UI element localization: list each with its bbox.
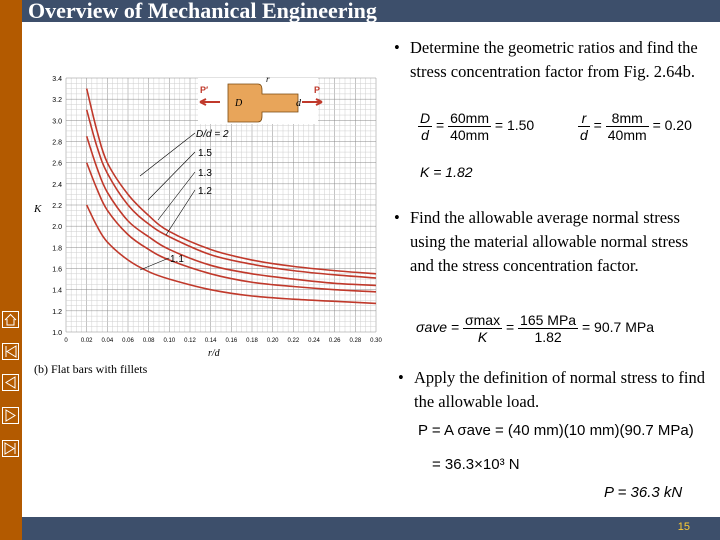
last-button[interactable] — [2, 440, 19, 457]
x-tick-label: 0.22 — [287, 338, 300, 344]
ratio2-rhs-den: 40mm — [607, 127, 647, 143]
sigma-result: = 90.7 MPa — [581, 319, 654, 336]
ratio-equation-1: $\frac{D}{d}$ = $\frac{60mm}{40mm}$ = 1.50 — [420, 110, 535, 143]
page-number: 15 — [677, 521, 690, 533]
curve-label-1-5: 1.5 — [198, 148, 212, 159]
ratio1-rhs-den: 40mm — [450, 127, 489, 143]
y-tick-label: 2.8 — [52, 139, 62, 147]
sigma-lhs: σave = — [416, 319, 460, 336]
first-button[interactable] — [2, 343, 19, 360]
footer-bar — [22, 517, 720, 540]
x-tick-label: 0.20 — [266, 338, 279, 344]
x-tick-label: 0.16 — [225, 338, 238, 344]
sigma-num1: σmax — [464, 312, 501, 328]
x-tick-label: 0.18 — [246, 338, 258, 344]
slide-title: Overview of Mechanical Engineering — [28, 0, 377, 23]
k-value: K = 1.82 — [420, 164, 473, 180]
inset-label-d: d — [296, 98, 301, 109]
x-tick-label: 0.10 — [163, 338, 176, 344]
y-tick-label: 1.6 — [52, 266, 62, 274]
ratio2-rhs-num: 8mm — [606, 110, 649, 127]
x-tick-label: 0.14 — [204, 338, 217, 344]
load-result: P = 36.3 kN — [604, 484, 683, 501]
ratio1-result: = 1.50 — [494, 117, 535, 134]
bullet-1: • Determine the geometric ratios and find the stress concentration factor from Fig. 2.64b. — [394, 38, 698, 81]
x-tick-label: 0.02 — [80, 338, 93, 344]
ratio2-lhs-num: r — [578, 110, 590, 127]
y-tick-label: 2.4 — [52, 181, 62, 189]
x-tick-label: 0 — [64, 338, 68, 344]
x-tick-label: 0.08 — [142, 338, 155, 344]
y-tick-label: 1.2 — [52, 308, 62, 316]
inset-label-r: r — [266, 74, 270, 84]
bullet-3: • Apply the definition of normal stress to find the allowable load. — [398, 368, 705, 411]
x-tick-label: 0.06 — [122, 338, 134, 344]
y-tick-label: 2.6 — [52, 160, 62, 168]
bullet-2: • Find the allowable average normal stress using the material allowable normal stress and the stress concentration factor. — [394, 208, 689, 275]
y-tick-label: 3.4 — [52, 76, 62, 83]
figure-caption: (b) Flat bars with fillets — [34, 362, 148, 376]
x-tick-label: 0.12 — [184, 338, 196, 344]
curve-label-1-2: 1.2 — [198, 186, 212, 197]
curve-label-1-3: 1.3 — [198, 168, 212, 179]
ratio2-result: = 0.20 — [652, 117, 692, 134]
load-equation-line1: P = A σave = (40 mm)(10 mm)(90.7 MPa) — [418, 422, 694, 439]
curve-label-dd2: D/d = 2 — [196, 129, 229, 140]
specimen-inset — [198, 74, 322, 124]
x-tick-label: 0.24 — [308, 338, 320, 344]
y-tick-label: 2.0 — [52, 224, 62, 232]
y-tick-label: 3.0 — [52, 118, 62, 126]
sigma-den2: 1.82 — [534, 329, 562, 345]
inset-label-p: P — [314, 85, 321, 95]
y-tick-label: 1.4 — [52, 287, 62, 295]
left-accent-bar — [0, 0, 22, 540]
ratio1-rhs-num: 60mm — [450, 110, 489, 126]
x-tick-label: 0.30 — [370, 338, 382, 344]
bullet-2-text: Find the allowable average normal stress using the material allowable normal stress and the stress concentration factor. — [410, 208, 689, 275]
y-axis-label: K — [34, 203, 42, 215]
inset-label-D: D — [235, 98, 243, 109]
sigma-num2: 165 MPa — [520, 312, 577, 328]
sigma-equation: σave = $\frac{\sigma\max}{K}$ = $\frac{\text{165 MPa}}{1.82}$ = 90.7 MPa — [416, 312, 654, 345]
home-button[interactable] — [2, 311, 19, 328]
inset-label-pprime: P′ — [200, 85, 209, 95]
sigma-den1: K — [477, 329, 488, 345]
x-tick-label: 0.28 — [349, 338, 362, 344]
x-tick-label: 0.04 — [101, 338, 114, 344]
x-axis-label: r/d — [208, 348, 220, 359]
curve-label-1-1: 1.1 — [170, 254, 184, 265]
prev-button[interactable] — [2, 374, 19, 391]
bullet-3-text: Apply the definition of normal stress to find the allowable load. — [414, 368, 705, 411]
ratio1-lhs-num: D — [420, 110, 431, 126]
x-tick-label: 0.26 — [328, 338, 341, 344]
next-button[interactable] — [2, 407, 19, 424]
load-equation-line2: = 36.3×10³ N — [432, 456, 520, 473]
stress-concentration-chart — [30, 70, 380, 380]
y-tick-label: 3.2 — [52, 97, 62, 105]
ratio-equation-2: $\frac{r}{d}$ = $\frac{8mm}{40mm}$ = 0.20 — [580, 110, 692, 143]
bullet-1-text: Determine the geometric ratios and find the stress concentration factor from Fig. 2.64b. — [410, 38, 698, 81]
ratio2-lhs-den: d — [580, 127, 588, 143]
y-tick-label: 1.0 — [52, 330, 62, 337]
y-tick-label: 1.8 — [52, 245, 62, 253]
ratio1-lhs-den: d — [421, 127, 429, 143]
y-tick-label: 2.2 — [52, 203, 62, 210]
